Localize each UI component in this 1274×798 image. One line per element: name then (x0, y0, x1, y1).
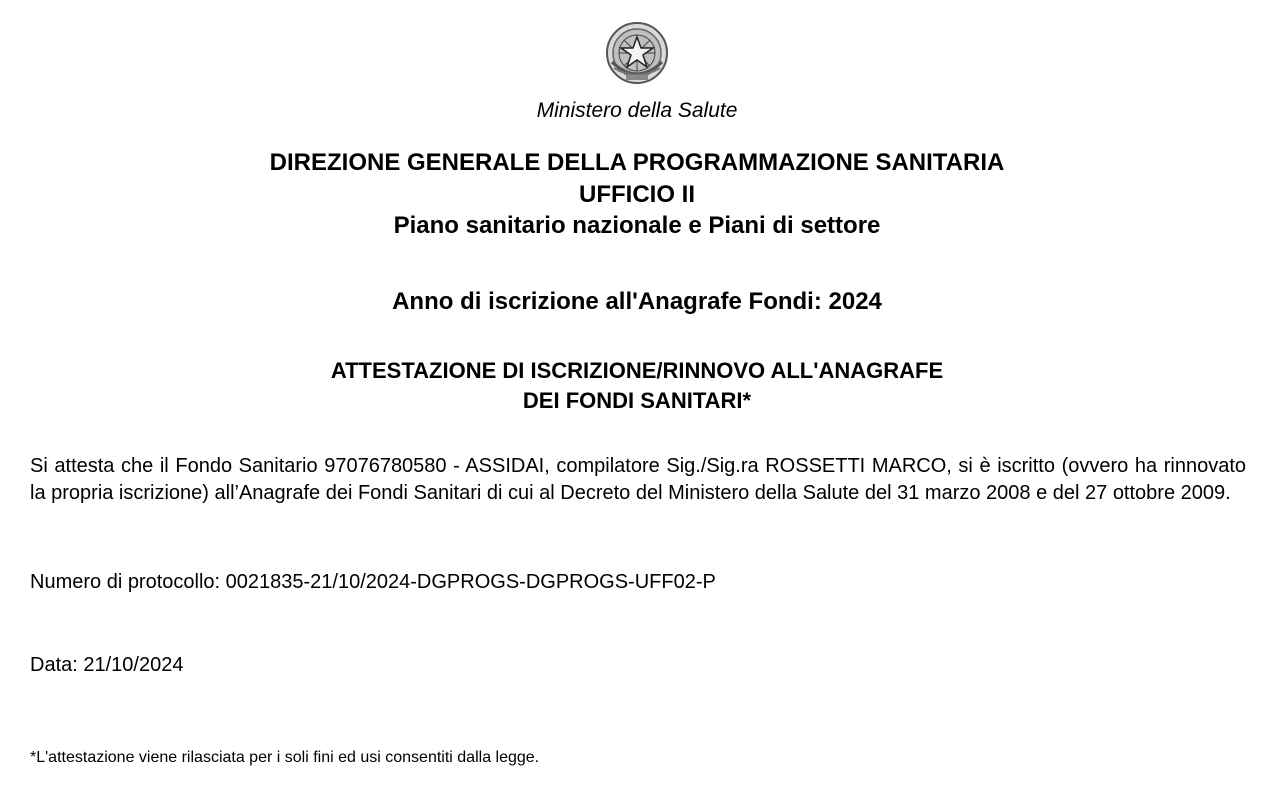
attestation-title-line1: ATTESTAZIONE DI ISCRIZIONE/RINNOVO ALL'ANAGRAFE (330, 358, 944, 383)
ministry-name: Ministero della Salute (536, 99, 738, 122)
registration-year: Anno di iscrizione all'Anagrafe Fondi: 2024 (392, 288, 882, 315)
office-subtitle: Piano sanitario nazionale e Piani di settore (393, 212, 881, 239)
footnote: *L'attestazione viene rilasciata per i soli fini ed usi consentiti dalla legge. (30, 749, 540, 766)
direction-title: DIREZIONE GENERALE DELLA PROGRAMMAZIONE SANITARIA (269, 149, 1005, 176)
attestation-title-line2: DEI FONDI SANITARI* (522, 388, 752, 413)
protocol-number: Numero di protocollo: 0021835-21/10/2024-DGPROGS-DGPROGS-UFF02-P (30, 571, 716, 593)
italian-republic-emblem-icon (604, 20, 670, 86)
attestation-paragraph: Si attesta che il Fondo Sanitario 97076780580 - ASSIDAI, compilatore Sig./Sig.ra ROSSETTI MARCO, si è iscritto (ovvero ha rinnovato la propria iscrizione) all’Anagrafe dei Fondi Sanitari di cui al Decreto del Ministero della Salute del 31 marzo 2008 e del 27 ottobre 2009. (30, 455, 1246, 504)
office-title: UFFICIO II (579, 181, 695, 208)
attestation-date: Data: 21/10/2024 (30, 654, 184, 676)
